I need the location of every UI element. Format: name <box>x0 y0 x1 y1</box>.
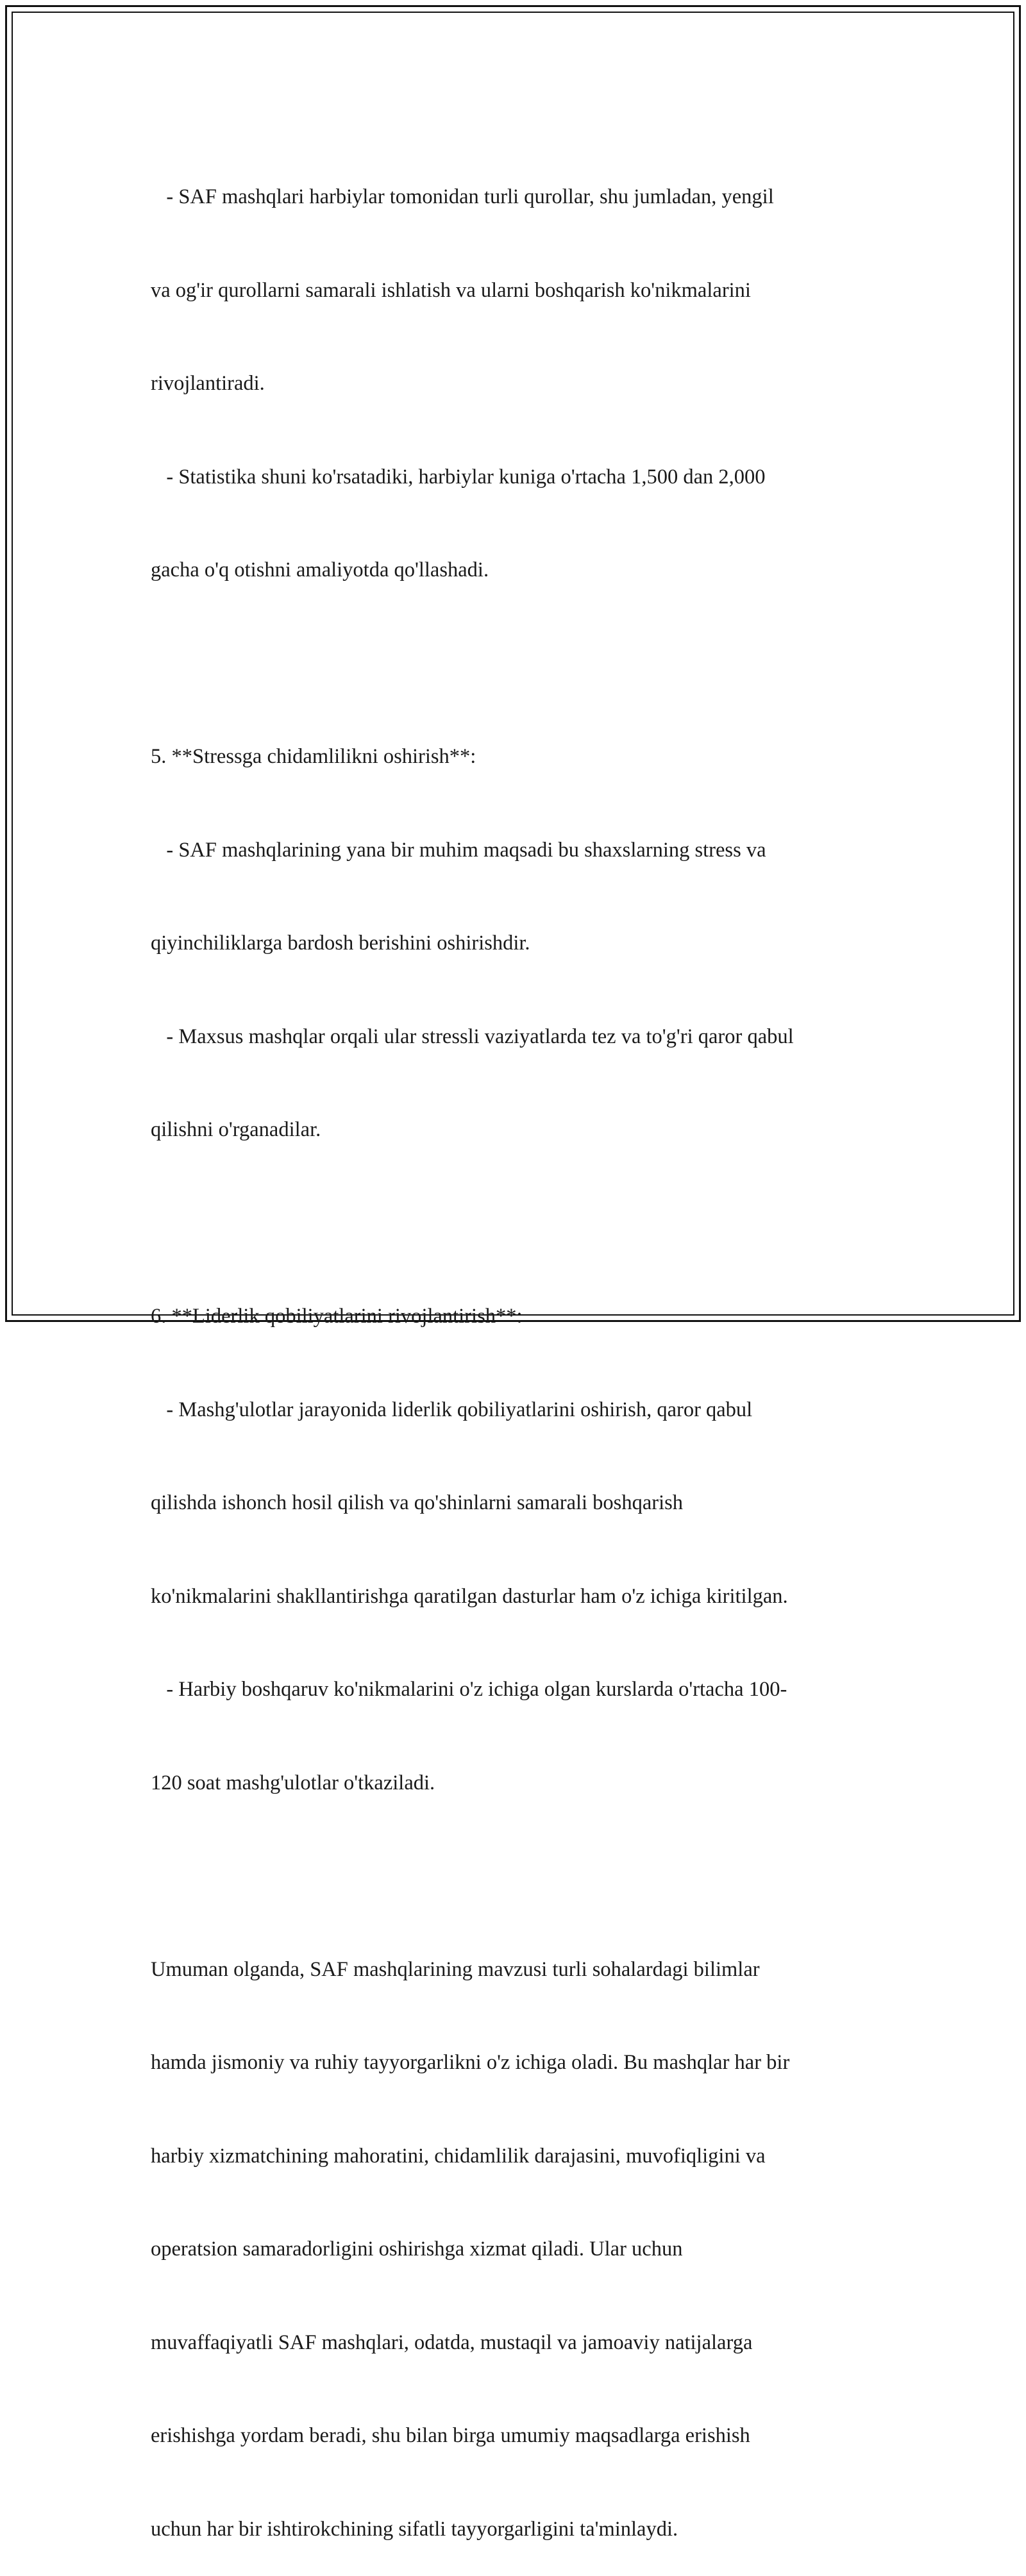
summary-line: Umuman olganda, SAF mashqlarining mavzusi turli sohalardagi bilimlar <box>151 1957 760 1981</box>
section-heading: 6. **Liderlik qobiliyatlarini rivojlantirish**: <box>151 1305 523 1328</box>
text-line: qilishni o'rganadilar. <box>151 1118 321 1141</box>
section-heading: 5. **Stressga chidamlilikni oshirish**: <box>151 745 476 768</box>
text-line: gacha o'q otishni amaliyotda qo'llashadi. <box>151 558 489 581</box>
summary-line: harbiy xizmatchining mahoratini, chidamlilik darajasini, muvofiqligini va <box>151 2144 766 2168</box>
text-line: - Statistika shuni ko'rsatadiki, harbiylar kuniga o'rtacha 1,500 dan 2,000 <box>151 465 766 489</box>
summary-line: operatsion samaradorligini oshirishga xizmat qiladi. Ular uchun <box>151 2237 683 2261</box>
summary-line: uchun har bir ishtirokchining sifatli tayyorgarligini ta'minlaydi. <box>151 2517 678 2541</box>
document-body <box>151 119 907 2576</box>
summary-line: hamda jismoniy va ruhiy tayyorgarlikni o'z ichiga oladi. Bu mashqlar har bir <box>151 2051 790 2074</box>
blank-line <box>151 1208 907 1239</box>
summary-line: muvaffaqiyatli SAF mashqlari, odatda, mustaqil va jamoaviy natijalarga <box>151 2330 753 2354</box>
summary-line: erishishga yordam beradi, shu bilan birga umumiy maqsadlarga erishish <box>151 2424 750 2447</box>
text-line: - Harbiy boshqaruv ko'nikmalarini o'z ichiga olgan kurslarda o'rtacha 100- <box>151 1678 787 1701</box>
text-line: qilishda ishonch hosil qilish va qo'shinlarni samarali boshqarish <box>151 1491 684 1514</box>
text-line: qiyinchiliklarga bardosh berishini oshirishdir. <box>151 932 530 955</box>
text-line: - Mashg'ulotlar jarayonida liderlik qobiliyatlarini oshirish, qaror qabul <box>151 1398 753 1421</box>
text-line: va og'ir qurollarni samarali ishlatish va ularni boshqarish ko'nikmalarini <box>151 278 751 302</box>
text-line: ko'nikmalarini shakllantirishga qaratilgan dasturlar ham o'z ichiga kiritilgan. <box>151 1584 788 1608</box>
text-line: - SAF mashqlari harbiylar tomonidan turli qurollar, shu jumladan, yengil <box>151 185 774 208</box>
text-line: 120 soat mashg'ulotlar o'tkaziladi. <box>151 1771 435 1794</box>
text-line: - Maxsus mashqlar orqali ular stressli vaziyatlarda tez va to'g'ri qaror qabul <box>151 1025 794 1048</box>
blank-line <box>151 648 907 680</box>
text-line: - SAF mashqlarining yana bir muhim maqsadi bu shaxslarning stress va <box>151 838 766 862</box>
blank-line <box>151 1861 907 1892</box>
text-line: rivojlantiradi. <box>151 372 265 395</box>
